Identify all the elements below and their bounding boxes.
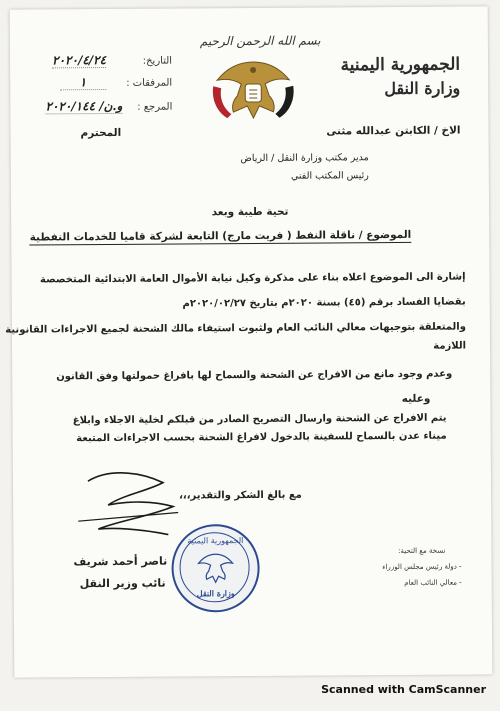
basmala: بسم الله الرحمن الرحيم [199,33,321,49]
cc-line1: - دولة رئيس مجلس الوزراء [382,562,462,572]
body-para5-line2: ميناء عدن بالسماح للسفينة بالدخول لافراغ الشحنة بحسب الاجراءات المتبعة [76,430,447,445]
date-row [32,53,172,69]
addressee-role: رئيس المكتب الفني [290,170,369,182]
signatory-name: ناصر أحمد شريف [73,554,168,569]
cc-title: نسخة مع التحية: [398,546,446,555]
attachments-label: المرفقات : [126,77,173,89]
ministry-name: وزارة النقل [384,78,461,99]
body-para2-line2: اللازمة [433,340,467,352]
reference-label: المرجع : [137,101,173,113]
subject-text: الموضوع / ناقلة النفط ( فريت مارج) التابعة لشركة قاميا للخدمات النفطية [29,228,412,244]
addressee-name: الاخ / الكابتن عبدالله مثنى [326,124,461,138]
reference-value: و.ن/ ٢٠٢٠/١٤٤ [45,98,123,114]
camscanner-watermark: Scanned with CamScanner [321,683,486,696]
stamp-top-text: الجمهورية اليمنية [187,536,244,546]
stamp-bottom-text: وزارة النقل [196,588,235,599]
country-name: الجمهورية اليمنية [340,54,461,76]
addressee-honorific: المحترم [80,126,122,140]
handwritten-signature-icon [68,460,189,551]
body-para1-line1: إشارة الى الموضوع اعلاه بناء على مذكرة وكيل نيابة الأموال العامة الابتدائية المتخصصة [39,271,466,286]
date-label: التاريخ: [142,55,173,67]
body-para3: وعدم وجود مانع من الافراج عن الشحنة والسماح لها بافراغ حمولتها وفق القانون [56,368,453,383]
greeting: تحية طيبة وبعد [211,205,289,219]
yemen-eagle-emblem-icon [207,56,299,125]
official-stamp [171,524,260,613]
cc-line2: - معالي النائب العام [404,578,462,587]
body-para2-line1: والمتعلقة بتوجيهات معالي النائب العام ولثبوت استيفاء مالك الشحنة لجميع الاجراءات القانونية [5,321,466,336]
reference-row [28,99,172,115]
attachments-value: ١ [60,75,107,90]
body-para1-line2: بقضايا الفساد برقم (٤٥) بسنة ٢٠٢٠م بتاريخ ٢٠٢٠/٠٢/٢٧م [182,296,466,310]
date-value: ٢٠٢٠/٤/٢٤ [52,53,107,68]
body-para5-line1: يتم الافراج عن الشحنة وارسال التصريح الصادر من قبلكم لخلية الاجلاء وابلاغ [72,412,447,427]
body-para4: وعليه [401,392,431,405]
attachments-row [32,75,172,91]
closing-line: مع بالغ الشكر والتقدير،،، [179,489,302,502]
document-page [5,6,493,677]
addressee-office: مدير مكتب وزارة النقل / الرياض [240,152,369,165]
signatory-title: نائب وزير النقل [79,576,166,591]
subject-line [30,229,412,244]
stamp-eagle-icon [195,552,235,584]
